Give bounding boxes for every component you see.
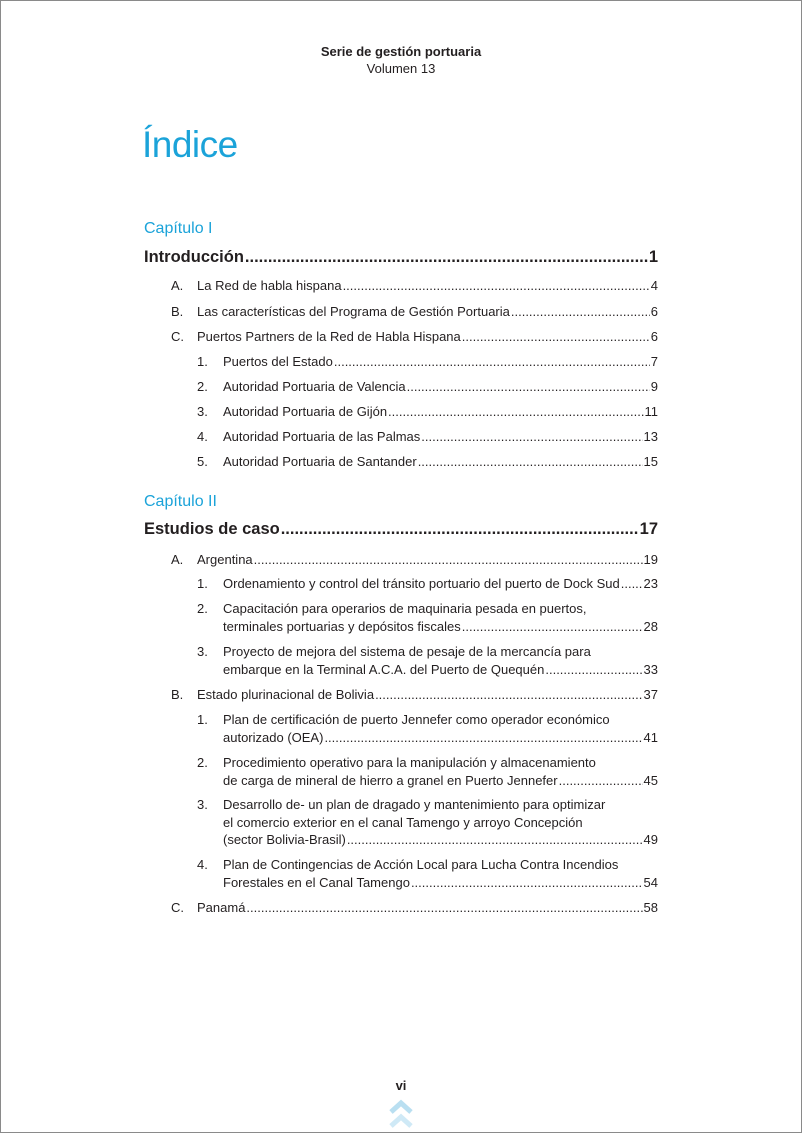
dot-leader — [545, 661, 642, 679]
toc-marker: C. — [171, 900, 184, 915]
running-header — [0, 43, 802, 77]
toc-entry-line: Procedimiento operativo para la manipulación y almacenamiento — [223, 755, 596, 770]
toc-entry-title: Forestales en el Canal Tamengo — [223, 875, 410, 890]
toc-entry-santander[interactable] — [223, 453, 658, 471]
toc-entry-programa[interactable] — [197, 303, 658, 321]
dot-leader — [462, 328, 650, 346]
toc-marker: 1. — [197, 576, 208, 591]
toc-entry-title: Puertos del Estado — [223, 354, 333, 369]
toc-marker: 3. — [197, 797, 208, 812]
toc-entry-title: terminales portuarias y depósitos fiscales — [223, 619, 461, 634]
toc-entry-las-palmas[interactable] — [223, 428, 658, 446]
toc-entry-line: Desarrollo de- un plan de dragado y mantenimiento para optimizar — [223, 797, 606, 812]
toc-entry-incendios[interactable] — [223, 874, 658, 892]
toc-entry-page: 41 — [643, 730, 658, 745]
toc-entry-valencia[interactable] — [223, 378, 658, 396]
toc-entry-argentina[interactable] — [197, 551, 658, 569]
toc-entry-capacitacion[interactable] — [223, 618, 658, 636]
toc-entry-dock-sud[interactable] — [223, 575, 658, 593]
toc-entry-title: Puertos Partners de la Red de Habla Hispana — [197, 329, 461, 344]
toc-marker: C. — [171, 329, 184, 344]
toc-marker: 1. — [197, 712, 208, 727]
toc-entry-title: Argentina — [197, 552, 253, 567]
toc-entry-puertos-del-estado[interactable] — [223, 353, 658, 371]
toc-entry-page: 15 — [643, 454, 658, 469]
dot-leader — [621, 575, 643, 593]
toc-marker: A. — [171, 278, 184, 293]
toc-entry-title: La Red de habla hispana — [197, 278, 342, 293]
dot-leader — [246, 899, 642, 917]
toc-marker: B. — [171, 304, 184, 319]
toc-entry-title: Estudios de caso — [144, 520, 280, 538]
toc-marker: 2. — [197, 379, 208, 394]
dot-leader — [245, 247, 648, 267]
dot-leader — [511, 303, 650, 321]
index-title: Índice — [142, 124, 238, 165]
toc-entry-line: Proyecto de mejora del sistema de pesaje de la mercancía para — [223, 644, 591, 659]
toc-entry-pesaje[interactable] — [223, 661, 658, 679]
toc-entry-dragado[interactable] — [223, 831, 658, 849]
toc-marker: B. — [171, 687, 184, 702]
toc-marker: 4. — [197, 429, 208, 444]
dot-leader — [407, 378, 650, 396]
dot-leader — [388, 403, 643, 421]
dot-leader — [334, 353, 650, 371]
toc-entry-page: 7 — [650, 354, 658, 369]
dot-leader — [421, 428, 642, 446]
toc-entry-line: Plan de Contingencias de Acción Local para Lucha Contra Incendios — [223, 857, 619, 872]
dot-leader — [343, 277, 650, 295]
toc-marker: 2. — [197, 601, 208, 616]
toc-entry-title: autorizado (OEA) — [223, 730, 324, 745]
dot-leader — [559, 772, 643, 790]
toc-marker: 3. — [197, 644, 208, 659]
toc-entry-page: 58 — [643, 900, 658, 915]
series-title: Serie de gestión portuaria — [320, 44, 482, 59]
toc-marker: A. — [171, 552, 184, 567]
dot-leader — [375, 686, 642, 704]
dot-leader — [347, 831, 643, 849]
dot-leader — [254, 551, 643, 569]
toc-entry-title: Las características del Programa de Gestión Portuaria — [197, 304, 510, 319]
toc-marker: 2. — [197, 755, 208, 770]
dot-leader — [411, 874, 643, 892]
toc-entry-line: el comercio exterior en el canal Tamengo y arroyo Concepción — [223, 815, 583, 830]
toc-entry-bolivia[interactable] — [197, 686, 658, 704]
toc-entry-page: 23 — [643, 576, 658, 591]
toc-entry-title: Introducción — [144, 248, 244, 266]
toc-entry-puertos-partners[interactable] — [197, 328, 658, 346]
dot-leader — [281, 519, 639, 539]
toc-entry-title: Panamá — [197, 900, 246, 915]
toc-entry-panama[interactable] — [197, 899, 658, 917]
toc-entry-page: 33 — [643, 662, 658, 677]
toc-entry-title: Autoridad Portuaria de Santander — [223, 454, 417, 469]
toc-entry-page: 6 — [650, 329, 658, 344]
toc-entry-title: (sector Bolivia-Brasil) — [223, 832, 346, 847]
toc-entry-page: 28 — [643, 619, 658, 634]
toc-entry-introduccion[interactable] — [144, 247, 658, 267]
toc-marker: 3. — [197, 404, 208, 419]
toc-entry-page: 4 — [650, 278, 658, 293]
toc-entry-title: Autoridad Portuaria de Gijón — [223, 404, 388, 419]
toc-entry-gijon[interactable] — [223, 403, 658, 421]
toc-entry-page: 54 — [643, 875, 658, 890]
chevron-up-icon — [388, 1098, 414, 1132]
toc-entry-page: 37 — [643, 687, 658, 702]
toc-entry-page: 11 — [644, 404, 658, 419]
toc-entry-line: Capacitación para operarios de maquinaria pesada en puertos, — [223, 601, 587, 616]
toc-entry-title: Estado plurinacional de Bolivia — [197, 687, 375, 702]
toc-entry-title: embarque en la Terminal A.C.A. del Puerto de Quequén — [223, 662, 545, 677]
volume-label: Volumen 13 — [366, 61, 436, 76]
toc-entry-page: 9 — [650, 379, 658, 394]
toc-entry-page: 49 — [643, 832, 658, 847]
toc-entry-line: Plan de certificación de puerto Jennefer como operador económico — [223, 712, 610, 727]
toc-marker: 1. — [197, 354, 208, 369]
toc-entry-oea[interactable] — [223, 729, 658, 747]
toc-entry-red-habla-hispana[interactable] — [197, 277, 658, 295]
dot-leader — [418, 453, 643, 471]
toc-entry-estudios-de-caso[interactable] — [144, 519, 658, 539]
toc-entry-page: 19 — [643, 552, 658, 567]
page-number: vi — [395, 1078, 407, 1093]
toc-entry-page: 1 — [648, 248, 658, 266]
toc-entry-page: 6 — [650, 304, 658, 319]
dot-leader — [462, 618, 643, 636]
toc-entry-title: Autoridad Portuaria de las Palmas — [223, 429, 421, 444]
toc-entry-title: de carga de mineral de hierro a granel en Puerto Jennefer — [223, 773, 558, 788]
toc-entry-title: Autoridad Portuaria de Valencia — [223, 379, 406, 394]
chapter-2-label: Capítulo II — [144, 493, 217, 510]
toc-entry-title: Ordenamiento y control del tránsito portuario del puerto de Dock Sud — [223, 576, 620, 591]
toc-entry-page: 45 — [643, 773, 658, 788]
toc-entry-mineral-hierro[interactable] — [223, 772, 658, 790]
chapter-1-label: Capítulo I — [144, 220, 213, 237]
toc-marker: 4. — [197, 857, 208, 872]
toc-entry-page: 17 — [639, 520, 658, 538]
dot-leader — [324, 729, 642, 747]
toc-marker: 5. — [197, 454, 208, 469]
toc-entry-page: 13 — [643, 429, 658, 444]
